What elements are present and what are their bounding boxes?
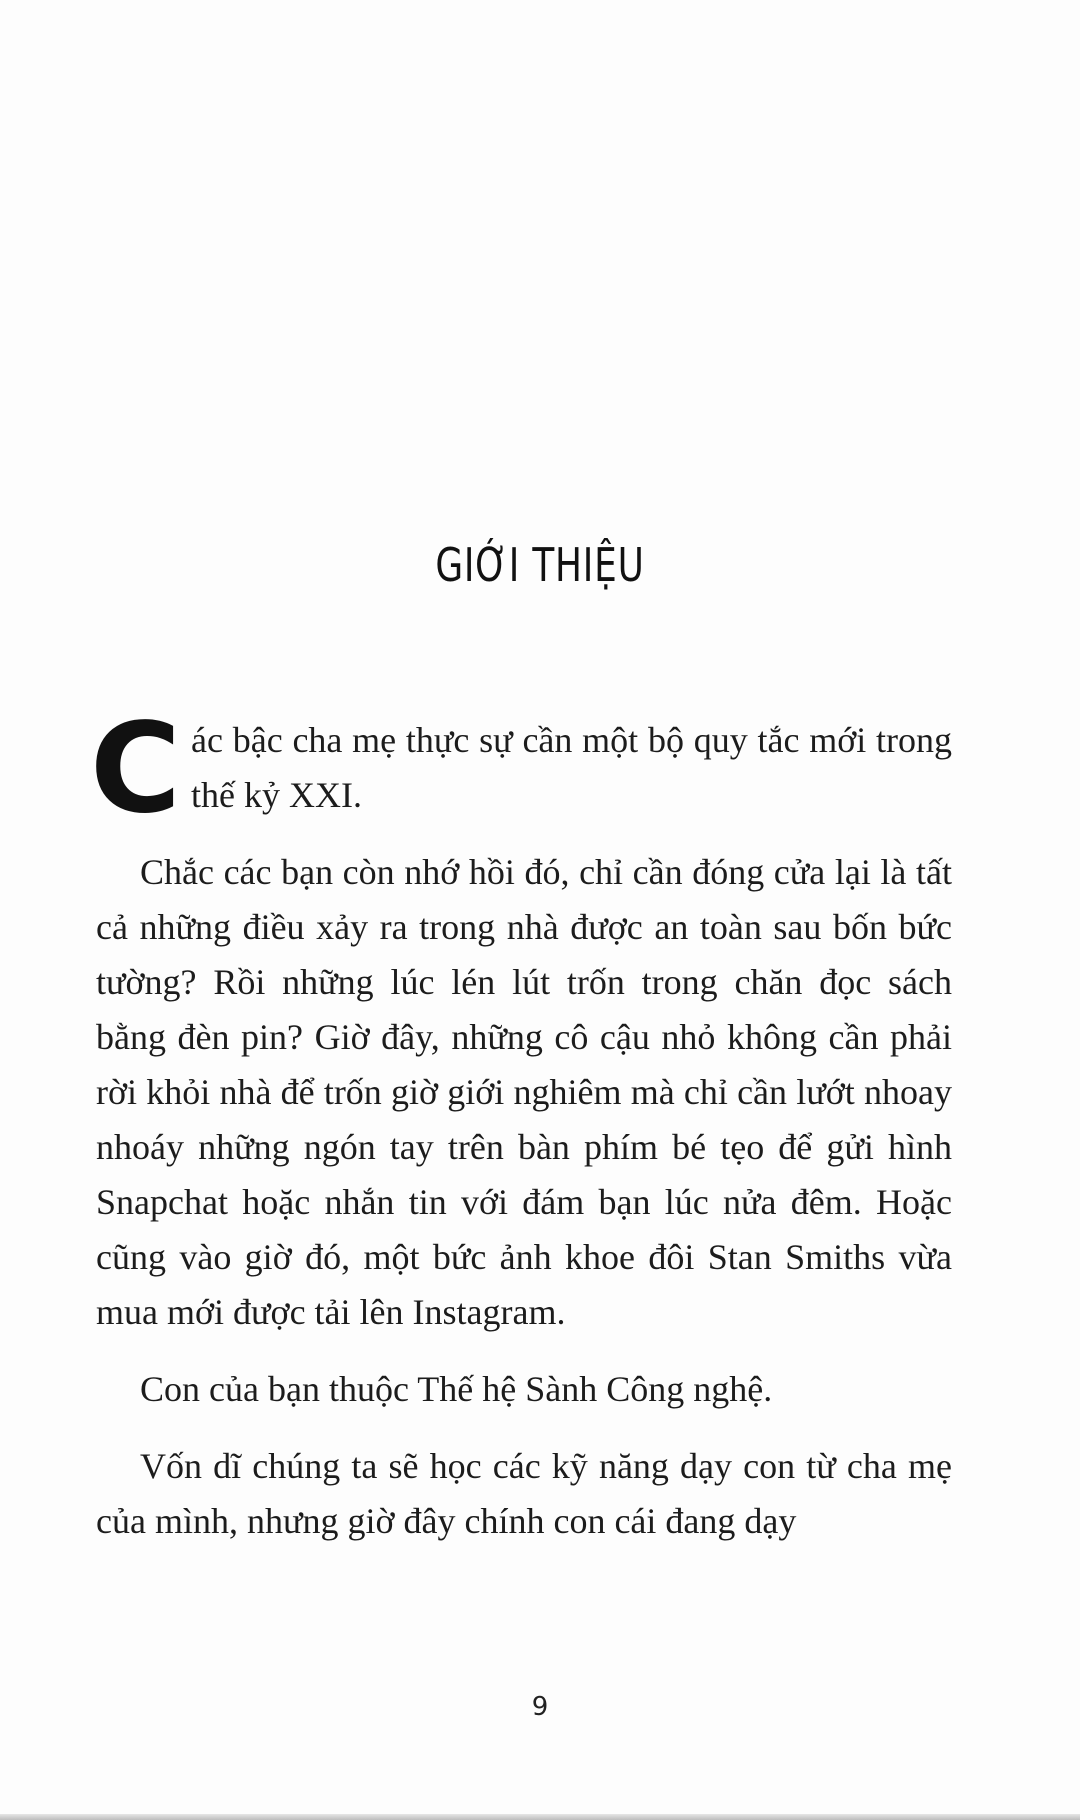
drop-cap: C [90,697,182,841]
chapter-title: GIỚI THIỆU [435,538,645,592]
page-number: 9 [531,1692,549,1722]
paragraph-memories: Chắc các bạn còn nhớ hồi đó, chỉ cần đóng cửa lại là tất cả những điều xảy ra trong nhà được an toàn sau bốn bức tường? Rồi những lúc lén lút trốn trong chăn đọc sách bằng đèn pin? Giờ đây, những cô cậu nhỏ không cần phải rời khỏi nhà để trốn giờ giới nghiêm mà chỉ cần lướt nhoay nhoáy những ngón tay trên bàn phím bé tẹo để gửi hình Snapchat hoặc nhắn tin với đám bạn lúc nửa đêm. Hoặc cũng vào giờ đó, một bức ảnh khoe đôi Stan Smiths vừa mua mới được tải lên Instagram. [96,852,952,1332]
paragraph-intro-text: ác bậc cha mẹ thực sự cần một bộ quy tắc mới trong thế kỷ XXI. [191,720,952,815]
paragraph-tech-generation: Con của bạn thuộc Thế hệ Sành Công nghệ. [140,1369,773,1409]
paragraph-parenting-skills: Vốn dĩ chúng ta sẽ học các kỹ năng dạy con từ cha mẹ của mình, nhưng giờ đây chính con cái đang dạy [96,1446,952,1541]
body-text [90,697,952,1571]
paragraph-intro [90,697,952,841]
scan-edge [0,1814,1080,1820]
